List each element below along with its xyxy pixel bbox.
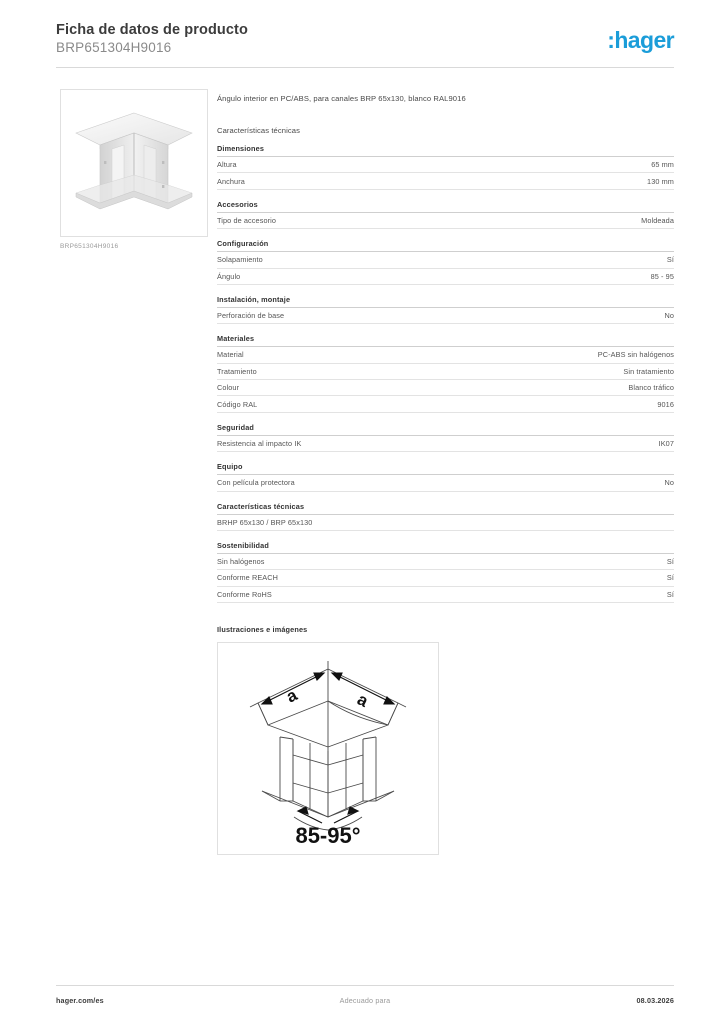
spec-row-key: Colour [217, 383, 240, 393]
spec-row-key: Altura [217, 160, 237, 170]
product-photo [60, 89, 208, 237]
spec-row [217, 570, 674, 586]
spec-row-key: Solapamiento [217, 255, 263, 265]
spec-row [217, 269, 674, 285]
product-description: Ángulo interior en PC/ABS, para canales BRP 65x130, blanco RAL9016 [217, 94, 466, 103]
spec-row [217, 364, 674, 380]
spec-section-heading: Accesorios [217, 200, 674, 213]
spec-row [217, 308, 674, 324]
technical-characteristics-subtitle: Características técnicas [217, 126, 301, 135]
page-footer [56, 996, 674, 1005]
spec-row-key: BRHP 65x130 / BRP 65x130 [217, 517, 313, 527]
product-reference: BRP651304H9016 [56, 40, 172, 55]
spec-section [217, 200, 674, 229]
spec-row-value: 85 - 95 [650, 271, 674, 281]
spec-row-value: 65 mm [651, 160, 674, 170]
spec-section [217, 423, 674, 452]
spec-section [217, 239, 674, 285]
spec-section [217, 144, 674, 190]
spec-row-value: Sí [666, 557, 674, 567]
spec-row [217, 475, 674, 491]
spec-row [217, 587, 674, 603]
technical-drawing [228, 651, 428, 847]
hager-logo: :hager [607, 27, 674, 53]
spec-row-value: Moldeada [641, 215, 674, 225]
spec-row-key: Ángulo [217, 271, 241, 281]
spec-section [217, 334, 674, 413]
footer-divider [56, 985, 674, 986]
footer-website[interactable]: hager.com/es [56, 996, 104, 1005]
spec-section [217, 462, 674, 491]
spec-row-value: Sí [666, 573, 674, 583]
spec-row-key: Conforme RoHS [217, 589, 272, 599]
header-divider [56, 67, 674, 68]
spec-row-key: Material [217, 350, 244, 360]
spec-section-heading: Configuración [217, 239, 674, 252]
spec-row-value: IK07 [658, 438, 674, 448]
spec-row-value: Blanco tráfico [628, 383, 674, 393]
logo-text: hager [614, 27, 674, 53]
spec-row-value: Sí [666, 255, 674, 265]
spec-row-key: Anchura [217, 176, 245, 186]
spec-sections [217, 144, 674, 603]
spec-row-value: Sin tratamiento [623, 366, 674, 376]
spec-row [217, 396, 674, 412]
spec-section-heading: Dimensiones [217, 144, 674, 157]
spec-row [217, 347, 674, 363]
spec-section-heading: Características técnicas [217, 502, 674, 515]
spec-row-value: No [664, 478, 674, 488]
spec-row-key: Con película protectora [217, 478, 295, 488]
spec-section [217, 541, 674, 603]
spec-row [217, 554, 674, 570]
spec-section [217, 502, 674, 531]
spec-section-heading: Equipo [217, 462, 674, 475]
dimension-label-a-left: a [283, 684, 301, 707]
page-header [56, 22, 674, 56]
spec-row [217, 173, 674, 189]
illustration-drawing [217, 642, 439, 855]
spec-section-heading: Sostenibilidad [217, 541, 674, 554]
spec-row-value: Sí [666, 589, 674, 599]
spec-row [217, 436, 674, 452]
spec-section [217, 295, 674, 324]
spec-row-key: Sin halógenos [217, 557, 265, 567]
product-photo-caption: BRP651304H9016 [60, 243, 119, 250]
spec-section-heading: Instalación, montaje [217, 295, 674, 308]
footer-date: 08.03.2026 [636, 996, 674, 1005]
spec-row-key: Código RAL [217, 399, 258, 409]
spec-section-heading: Materiales [217, 334, 674, 347]
illustrations-title: Ilustraciones e imágenes [217, 625, 308, 634]
spec-row-value: 130 mm [647, 176, 674, 186]
spec-row [217, 213, 674, 229]
spec-row-key: Tipo de accesorio [217, 215, 277, 225]
angle-label: 85-95° [295, 822, 361, 847]
page-title: Ficha de datos de producto [56, 22, 248, 38]
footer-note: Adecuado para [339, 996, 391, 1005]
dimension-label-a-right: a [354, 689, 372, 711]
spec-row-value: PC-ABS sin halógenos [597, 350, 674, 360]
product-photo-image [68, 99, 200, 227]
main-content [217, 93, 674, 855]
spec-row-value: No [664, 311, 674, 321]
spec-row-value: 9016 [657, 399, 674, 409]
spec-row-key: Conforme REACH [217, 573, 279, 583]
spec-row [217, 157, 674, 173]
spec-row-key: Tratamiento [217, 366, 257, 376]
spec-row [217, 515, 674, 531]
spec-row-key: Resistencia al impacto IK [217, 438, 302, 448]
spec-row [217, 252, 674, 268]
spec-row-key: Perforación de base [217, 311, 285, 321]
spec-section-heading: Seguridad [217, 423, 674, 436]
spec-row [217, 380, 674, 396]
